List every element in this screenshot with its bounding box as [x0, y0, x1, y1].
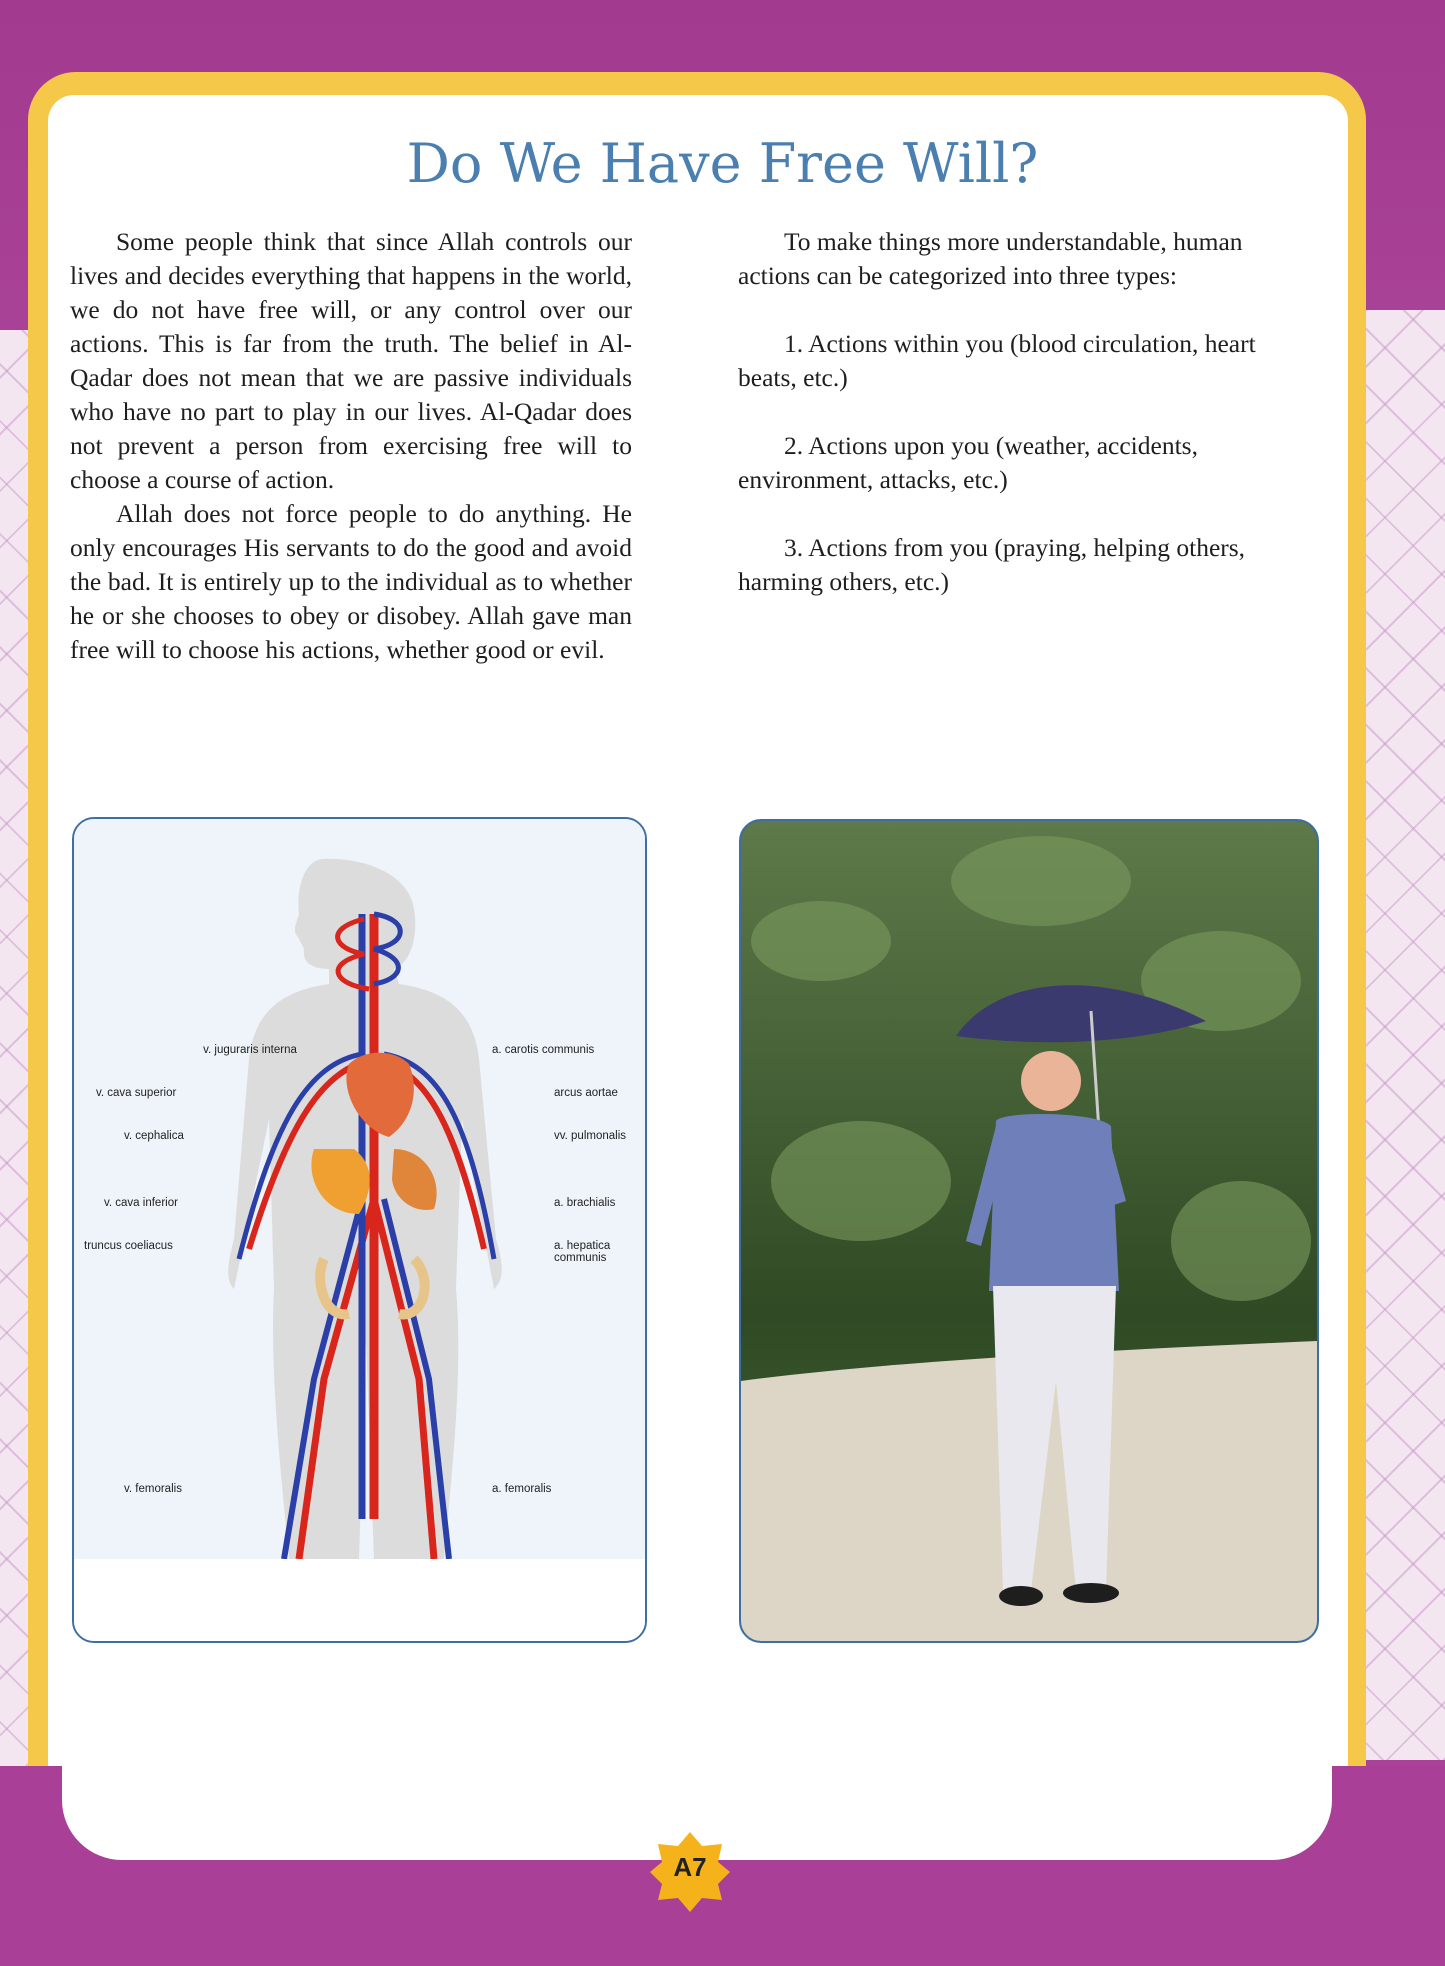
label-a-femoralis: a. femoralis [492, 1483, 552, 1495]
umbrella-photo-figure [739, 819, 1319, 1643]
action-type-2: 2. Actions upon you (weather, accidents, environment, attacks, etc.) [738, 431, 1198, 494]
label-truncus-coeliacus: truncus coeliacus [84, 1240, 173, 1252]
left-column [70, 225, 632, 667]
right-intro: To make things more understandable, human actions can be categorized into three types: [738, 227, 1243, 290]
label-v-femoralis: v. femoralis [124, 1483, 182, 1495]
label-a-carotis-communis: a. carotis communis [492, 1044, 595, 1056]
label-v-cephalica: v. cephalica [124, 1130, 184, 1142]
circulatory-diagram-figure [72, 817, 647, 1643]
label-a-brachialis: a. brachialis [554, 1197, 616, 1209]
action-type-1: 1. Actions within you (blood circulation, heart beats, etc.) [738, 329, 1256, 392]
right-column [738, 225, 1318, 599]
page-title: Do We Have Free Will? [406, 132, 1039, 195]
page-number: A7 [673, 1852, 707, 1882]
circulatory-system-illustration [74, 819, 645, 1641]
label-v-jugularis-interna: v. jugurаris interna [203, 1044, 297, 1056]
label-arcus-aortae: arcus aortae [554, 1087, 618, 1099]
label-v-cava-inferior: v. cava inferior [104, 1197, 178, 1209]
man-with-umbrella-photo [741, 821, 1317, 1641]
label-v-cava-superior: v. cava superior [96, 1087, 177, 1099]
label-vv-pulmonalis: vv. pulmonalis [554, 1130, 627, 1142]
left-paragraph-1: Some people think that since Allah controls our lives and decides everything that happens in the world, we do not have free will, or any control over our actions. This is far from the truth. The belief in Al-Qadar does not mean that we are passive individuals who have no part to play in our lives. Al-Qadar does not prevent a person from exercising free will to choose a course of action. [70, 227, 632, 494]
label-a-hepatica-communis: a. hepatica communis [554, 1240, 611, 1264]
left-paragraph-2: Allah does not force people to do anything. He only encourages His servants to do the good and avoid the bad. It is entirely up to the individual as to whether he or she chooses to obey or disobey. Allah gave man free will to choose his actions, whether good or evil. [70, 499, 632, 664]
action-type-3: 3. Actions from you (praying, helping others, harming others, etc.) [738, 533, 1246, 596]
